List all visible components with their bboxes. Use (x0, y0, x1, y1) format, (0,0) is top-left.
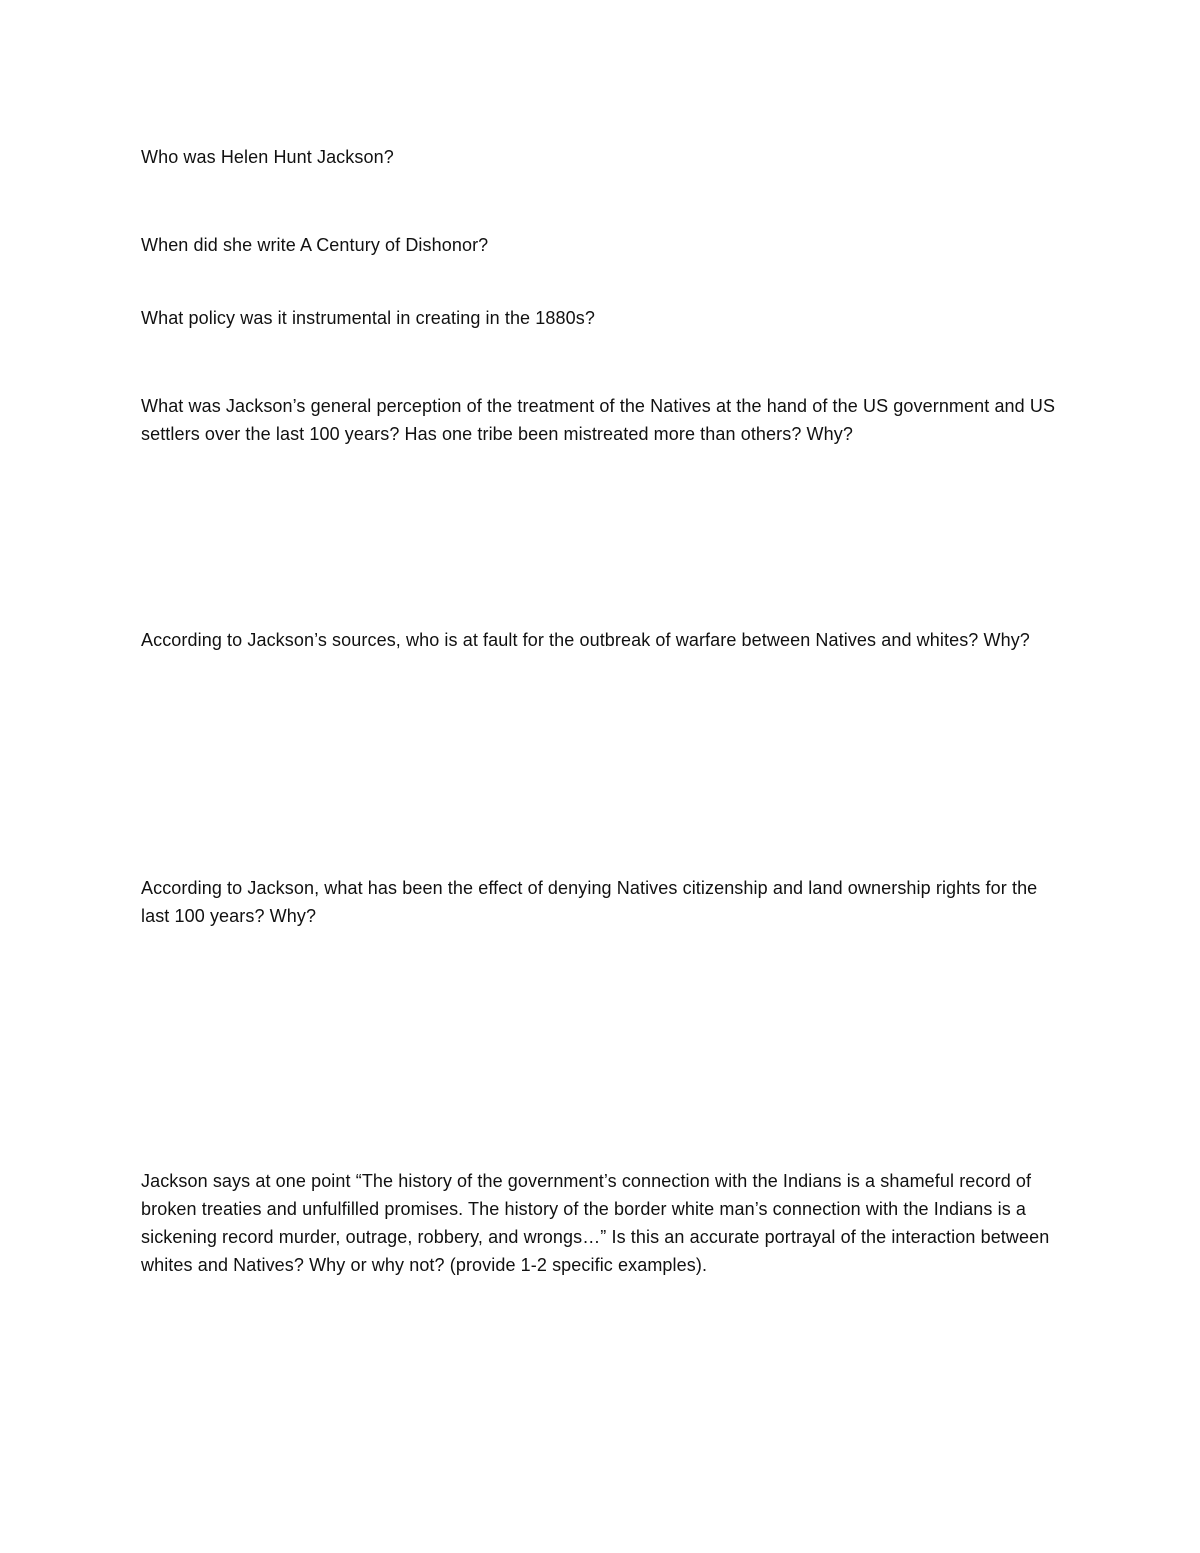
question-3: What policy was it instrumental in creating in the 1880s? (141, 308, 595, 328)
question-2: When did she write A Century of Dishonor? (141, 235, 489, 255)
question-6: According to Jackson, what has been the effect of denying Natives citizenship and land ownership rights for the last 100 years? Why? (141, 878, 1038, 926)
question-7: Jackson says at one point “The history of the government’s connection with the Indians is a shameful record of broken treaties and unfulfilled promises. The history of the border white man’s connection with the Indians is a sickening record murder, outrage, robbery, and wrongs…” Is this an accurate portrayal of the interaction between whites and Natives? Why or why not? (provide 1-2 specific examples). (141, 1171, 1050, 1275)
question-1: Who was Helen Hunt Jackson? (141, 147, 394, 167)
question-5: According to Jackson’s sources, who is at fault for the outbreak of warfare between Natives and whites? Why? (141, 630, 1030, 650)
question-4: What was Jackson’s general perception of the treatment of the Natives at the hand of the US government and US settlers over the last 100 years? Has one tribe been mistreated more than others? Why? (141, 396, 1056, 444)
